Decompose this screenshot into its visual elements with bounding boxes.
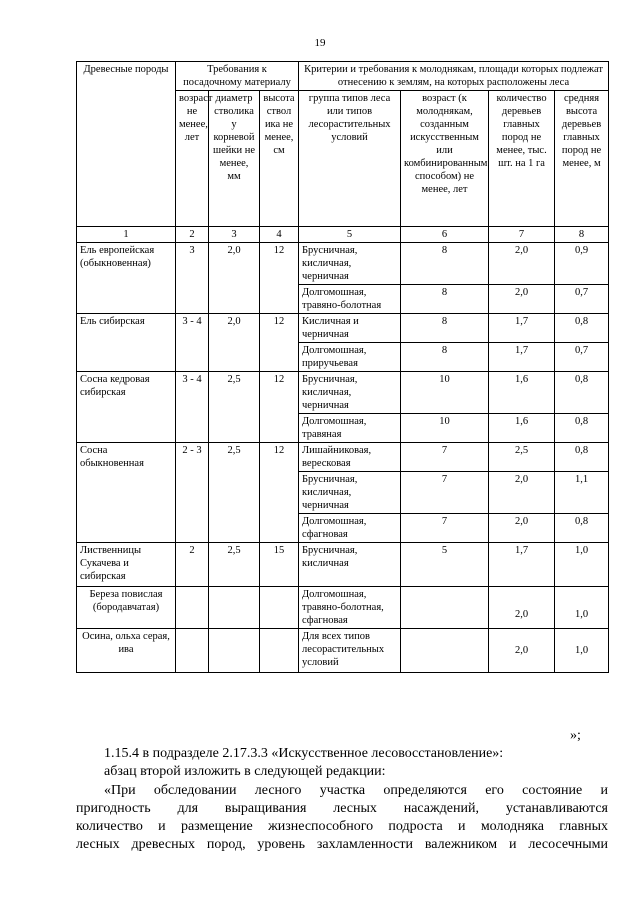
height-cell — [260, 629, 299, 673]
avg-height-cell: 1,1 — [555, 472, 609, 514]
header-young-age: возраст (к молоднякам, созданным искусственным или комбинированным способом) не менее, лет — [401, 91, 489, 227]
young-age-cell: 8 — [401, 343, 489, 372]
forest-type-cell: Долгомошная, травяно-болотная, сфагновая — [299, 587, 401, 629]
young-age-cell: 7 — [401, 514, 489, 543]
paragraph-3-line-1: «При обследовании лесного участка определяются его состояние и — [104, 783, 608, 798]
paragraph-2: абзац второй изложить в следующей редакции: — [104, 764, 386, 779]
forest-type-cell: Долгомошная, сфагновая — [299, 514, 401, 543]
species-cell: Осина, ольха серая, ива — [77, 629, 176, 673]
avg-height-cell: 0,8 — [555, 443, 609, 472]
age-cell — [176, 629, 209, 673]
avg-height-cell: 0,8 — [555, 314, 609, 343]
count-cell: 1,7 — [489, 343, 555, 372]
species-cell: Береза повислая (бородавчатая) — [77, 587, 176, 629]
forest-type-cell: Лишайниковая, вересковая — [299, 443, 401, 472]
forest-type-cell: Долгомошная, травяно-болотная — [299, 285, 401, 314]
col-number: 1 — [77, 227, 176, 243]
header-requirements: Требования к посадочному материалу — [176, 62, 299, 91]
height-cell: 15 — [260, 543, 299, 587]
avg-height-cell: 0,7 — [555, 343, 609, 372]
diameter-cell — [209, 629, 260, 673]
paragraph-3-line-2: пригодность для выращивания лесных насаждений, устанавливаются — [76, 801, 608, 816]
height-cell — [260, 587, 299, 629]
paragraph-1: 1.15.4 в подразделе 2.17.3.3 «Искусственное лесовосстановление»: — [104, 746, 504, 761]
diameter-cell: 2,5 — [209, 543, 260, 587]
species-cell: Ель европейская (обыкновенная) — [77, 243, 176, 314]
header-diameter: диаметр стволика у корневой шейки не менее, мм — [209, 91, 260, 227]
count-cell: 2,0 — [489, 472, 555, 514]
young-age-cell: 5 — [401, 543, 489, 587]
age-cell: 3 - 4 — [176, 372, 209, 443]
header-height: высота ствол ика не менее, см — [260, 91, 299, 227]
diameter-cell: 2,5 — [209, 443, 260, 543]
forest-type-cell: Брусничная, кисличная — [299, 543, 401, 587]
col-number: 5 — [299, 227, 401, 243]
avg-height-cell: 0,7 — [555, 285, 609, 314]
header-row-top — [77, 62, 609, 91]
count-cell: 2,5 — [489, 443, 555, 472]
young-age-cell: 7 — [401, 472, 489, 514]
table-row — [77, 314, 609, 343]
table-row — [77, 629, 609, 673]
young-age-cell: 8 — [401, 243, 489, 285]
table-row — [77, 243, 609, 285]
col-number: 3 — [209, 227, 260, 243]
table-row — [77, 443, 609, 472]
seedling-requirements-table — [76, 61, 609, 673]
count-cell: 1,7 — [489, 314, 555, 343]
forest-type-cell: Для всех типов лесорастительных условий — [299, 629, 401, 673]
young-age-cell: 8 — [401, 314, 489, 343]
height-cell: 12 — [260, 243, 299, 314]
forest-type-cell: Долгомошная, травяная — [299, 414, 401, 443]
count-cell: 2,0 — [489, 514, 555, 543]
young-age-cell: 8 — [401, 285, 489, 314]
closing-quote: »; — [570, 728, 581, 743]
page-number: 19 — [314, 37, 326, 49]
diameter-cell: 2,0 — [209, 314, 260, 372]
young-age-cell — [401, 587, 489, 629]
forest-type-cell: Брусничная, кисличная, черничная — [299, 372, 401, 414]
table-row — [77, 587, 609, 629]
young-age-cell — [401, 629, 489, 673]
count-cell: 1,6 — [489, 372, 555, 414]
col-number: 2 — [176, 227, 209, 243]
header-species: Древесные породы — [77, 62, 176, 227]
avg-height-cell: 0,8 — [555, 372, 609, 414]
forest-type-cell: Долгомошная, приручьевая — [299, 343, 401, 372]
col-number: 7 — [489, 227, 555, 243]
age-cell: 3 — [176, 243, 209, 314]
count-cell: 2,0 — [489, 243, 555, 285]
young-age-cell: 7 — [401, 443, 489, 472]
diameter-cell: 2,5 — [209, 372, 260, 443]
avg-height-cell: 1,0 — [555, 587, 609, 629]
paragraph-3-line-3: количество и размещение жизнеспособного подроста и молодняка главных — [76, 819, 608, 834]
young-age-cell: 10 — [401, 372, 489, 414]
count-cell: 2,0 — [489, 629, 555, 673]
age-cell: 2 — [176, 543, 209, 587]
count-cell: 2,0 — [489, 587, 555, 629]
paragraph-3-line-4: лесных древесных пород, уровень захламленности валежником и лесосечными — [76, 837, 608, 852]
young-age-cell: 10 — [401, 414, 489, 443]
count-cell: 1,6 — [489, 414, 555, 443]
age-cell — [176, 587, 209, 629]
count-cell: 2,0 — [489, 285, 555, 314]
col-number: 6 — [401, 227, 489, 243]
avg-height-cell: 0,9 — [555, 243, 609, 285]
species-cell: Ель сибирская — [77, 314, 176, 372]
forest-type-cell: Брусничная, кисличная, черничная — [299, 243, 401, 285]
header-criteria: Критерии и требования к молоднякам, площади которых подлежат отнесению к землям, на которых расположены леса — [299, 62, 609, 91]
avg-height-cell: 1,0 — [555, 543, 609, 587]
age-cell: 3 - 4 — [176, 314, 209, 372]
species-cell: Лиственницы Сукачева и сибирская — [77, 543, 176, 587]
table-row — [77, 372, 609, 414]
species-cell: Сосна кедровая сибирская — [77, 372, 176, 443]
avg-height-cell: 0,8 — [555, 514, 609, 543]
header-count: количество деревьев главных пород не менее, тыс. шт. на 1 га — [489, 91, 555, 227]
column-numbers-row — [77, 227, 609, 243]
col-number: 4 — [260, 227, 299, 243]
header-forest-type: группа типов леса или типов лесорастительных условий — [299, 91, 401, 227]
avg-height-cell: 0,8 — [555, 414, 609, 443]
species-cell: Сосна обыкновенная — [77, 443, 176, 543]
header-age: возраст не менее, лет — [176, 91, 209, 227]
forest-type-cell: Брусничная, кисличная, черничная — [299, 472, 401, 514]
header-avg-height: средняя высота деревьев главных пород не менее, м — [555, 91, 609, 227]
col-number: 8 — [555, 227, 609, 243]
diameter-cell: 2,0 — [209, 243, 260, 314]
height-cell: 12 — [260, 372, 299, 443]
diameter-cell — [209, 587, 260, 629]
age-cell: 2 - 3 — [176, 443, 209, 543]
avg-height-cell: 1,0 — [555, 629, 609, 673]
height-cell: 12 — [260, 443, 299, 543]
table-row — [77, 543, 609, 587]
height-cell: 12 — [260, 314, 299, 372]
count-cell: 1,7 — [489, 543, 555, 587]
forest-type-cell: Кисличная и черничная — [299, 314, 401, 343]
